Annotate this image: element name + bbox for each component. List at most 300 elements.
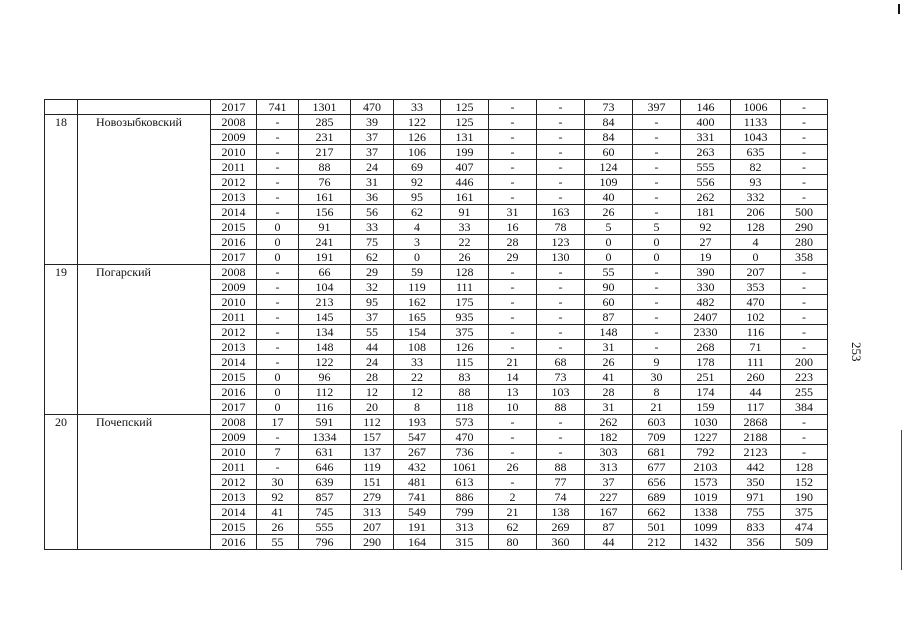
value-cell: 358 [781, 250, 828, 265]
value-cell: - [781, 130, 828, 145]
value-cell: 21 [489, 505, 537, 520]
value-cell: 90 [585, 280, 633, 295]
value-cell: - [537, 280, 585, 295]
value-cell: 66 [299, 265, 351, 280]
value-cell: 656 [633, 475, 681, 490]
district-name-cell: Погарский [78, 265, 211, 415]
value-cell: 161 [299, 190, 351, 205]
value-cell: 128 [731, 220, 781, 235]
value-cell: 122 [394, 115, 441, 130]
value-cell: 31 [351, 175, 394, 190]
value-cell: 0 [731, 250, 781, 265]
value-cell: - [489, 145, 537, 160]
value-cell: - [781, 415, 828, 430]
value-cell: 1019 [681, 490, 731, 505]
year-cell: 2008 [211, 415, 257, 430]
value-cell: 26 [489, 460, 537, 475]
value-cell: - [537, 160, 585, 175]
value-cell: - [257, 190, 299, 205]
value-cell: 390 [681, 265, 731, 280]
value-cell: 131 [441, 130, 489, 145]
value-cell: 500 [781, 205, 828, 220]
value-cell: 71 [731, 340, 781, 355]
value-cell: 631 [299, 445, 351, 460]
value-cell: 31 [489, 205, 537, 220]
value-cell: - [489, 130, 537, 145]
value-cell: - [781, 340, 828, 355]
value-cell: 10 [489, 400, 537, 415]
value-cell: - [537, 415, 585, 430]
value-cell: 255 [781, 385, 828, 400]
value-cell: 792 [681, 445, 731, 460]
value-cell: 31 [585, 400, 633, 415]
year-cell: 2011 [211, 310, 257, 325]
value-cell: 83 [441, 370, 489, 385]
value-cell: 12 [351, 385, 394, 400]
value-cell: 76 [299, 175, 351, 190]
value-cell: 157 [351, 430, 394, 445]
value-cell: - [537, 190, 585, 205]
table-row [45, 100, 828, 115]
value-cell: 20 [351, 400, 394, 415]
table-body [45, 100, 828, 550]
value-cell: 2123 [731, 445, 781, 460]
value-cell: 0 [257, 385, 299, 400]
year-cell: 2014 [211, 205, 257, 220]
value-cell: 2868 [731, 415, 781, 430]
value-cell: - [781, 145, 828, 160]
value-cell: 74 [537, 490, 585, 505]
value-cell: 384 [781, 400, 828, 415]
value-cell: 290 [351, 535, 394, 550]
value-cell: 75 [351, 235, 394, 250]
value-cell: 0 [585, 250, 633, 265]
row-number-cell [45, 100, 78, 115]
value-cell: 102 [731, 310, 781, 325]
value-cell: 60 [585, 145, 633, 160]
value-cell: 37 [585, 475, 633, 490]
value-cell: - [257, 430, 299, 445]
value-cell: 2188 [731, 430, 781, 445]
year-cell: 2014 [211, 355, 257, 370]
value-cell: 22 [441, 235, 489, 250]
table-row [45, 115, 828, 130]
value-cell: 646 [299, 460, 351, 475]
value-cell: 17 [257, 415, 299, 430]
district-name-cell: Новозыбковский [78, 115, 211, 265]
value-cell: 1301 [299, 100, 351, 115]
value-cell: - [489, 280, 537, 295]
value-cell: 1061 [441, 460, 489, 475]
row-number-cell: 18 [45, 115, 78, 265]
value-cell: 62 [351, 250, 394, 265]
value-cell: 231 [299, 130, 351, 145]
value-cell: 84 [585, 115, 633, 130]
value-cell: 112 [299, 385, 351, 400]
value-cell: - [537, 265, 585, 280]
value-cell: - [633, 310, 681, 325]
value-cell: - [489, 340, 537, 355]
value-cell: 62 [394, 205, 441, 220]
value-cell: 501 [633, 520, 681, 535]
value-cell: 162 [394, 295, 441, 310]
value-cell: 14 [489, 370, 537, 385]
value-cell: 1338 [681, 505, 731, 520]
value-cell: - [489, 175, 537, 190]
value-cell: 1227 [681, 430, 731, 445]
value-cell: 26 [585, 205, 633, 220]
value-cell: 111 [731, 355, 781, 370]
value-cell: 207 [351, 520, 394, 535]
value-cell: - [489, 295, 537, 310]
value-cell: 755 [731, 505, 781, 520]
value-cell: 4 [394, 220, 441, 235]
value-cell: 92 [257, 490, 299, 505]
value-cell: 62 [489, 520, 537, 535]
value-cell: - [537, 445, 585, 460]
value-cell: 167 [585, 505, 633, 520]
value-cell: 5 [585, 220, 633, 235]
value-cell: 285 [299, 115, 351, 130]
value-cell: - [633, 340, 681, 355]
value-cell: 55 [257, 535, 299, 550]
value-cell: 470 [441, 430, 489, 445]
value-cell: 313 [351, 505, 394, 520]
value-cell: 60 [585, 295, 633, 310]
value-cell: 313 [585, 460, 633, 475]
value-cell: 103 [537, 385, 585, 400]
year-cell: 2009 [211, 130, 257, 145]
value-cell: - [537, 115, 585, 130]
value-cell: 117 [731, 400, 781, 415]
year-cell: 2011 [211, 160, 257, 175]
value-cell: 375 [781, 505, 828, 520]
value-cell: 119 [351, 460, 394, 475]
value-cell: - [489, 430, 537, 445]
value-cell: 303 [585, 445, 633, 460]
value-cell: 137 [351, 445, 394, 460]
value-cell: 116 [299, 400, 351, 415]
value-cell: - [633, 205, 681, 220]
year-cell: 2011 [211, 460, 257, 475]
district-name-cell: Почепский [78, 415, 211, 550]
value-cell: 95 [394, 190, 441, 205]
row-number-cell: 19 [45, 265, 78, 415]
value-cell: 313 [441, 520, 489, 535]
value-cell: 331 [681, 130, 731, 145]
value-cell: 27 [681, 235, 731, 250]
value-cell: - [781, 175, 828, 190]
value-cell: - [257, 130, 299, 145]
value-cell: 77 [537, 475, 585, 490]
value-cell: 92 [394, 175, 441, 190]
value-cell: - [489, 445, 537, 460]
value-cell: 191 [299, 250, 351, 265]
year-cell: 2016 [211, 385, 257, 400]
value-cell: 41 [585, 370, 633, 385]
value-cell: 709 [633, 430, 681, 445]
value-cell: - [781, 280, 828, 295]
value-cell: 111 [441, 280, 489, 295]
value-cell: 41 [257, 505, 299, 520]
value-cell: 549 [394, 505, 441, 520]
value-cell: 591 [299, 415, 351, 430]
value-cell: 124 [585, 160, 633, 175]
value-cell: 0 [257, 220, 299, 235]
value-cell: 481 [394, 475, 441, 490]
value-cell: 28 [351, 370, 394, 385]
value-cell: 681 [633, 445, 681, 460]
value-cell: 30 [633, 370, 681, 385]
value-cell: 375 [441, 325, 489, 340]
value-cell: - [257, 145, 299, 160]
value-cell: 37 [351, 145, 394, 160]
value-cell: 2103 [681, 460, 731, 475]
value-cell: - [537, 325, 585, 340]
value-cell: 2330 [681, 325, 731, 340]
value-cell: 573 [441, 415, 489, 430]
value-cell: 207 [731, 265, 781, 280]
value-cell: - [257, 295, 299, 310]
value-cell: 106 [394, 145, 441, 160]
value-cell: 33 [394, 355, 441, 370]
value-cell: 199 [441, 145, 489, 160]
value-cell: - [489, 265, 537, 280]
value-cell: - [257, 325, 299, 340]
value-cell: 125 [441, 115, 489, 130]
year-cell: 2010 [211, 145, 257, 160]
value-cell: - [257, 115, 299, 130]
value-cell: 30 [257, 475, 299, 490]
value-cell: 56 [351, 205, 394, 220]
value-cell: 125 [441, 100, 489, 115]
value-cell: 556 [681, 175, 731, 190]
value-cell: 40 [585, 190, 633, 205]
value-cell: 159 [681, 400, 731, 415]
value-cell: 115 [441, 355, 489, 370]
value-cell: 353 [731, 280, 781, 295]
year-cell: 2008 [211, 265, 257, 280]
value-cell: 24 [351, 160, 394, 175]
value-cell: - [537, 430, 585, 445]
year-cell: 2015 [211, 520, 257, 535]
value-cell: 736 [441, 445, 489, 460]
year-cell: 2017 [211, 400, 257, 415]
value-cell: 1006 [731, 100, 781, 115]
value-cell: 213 [299, 295, 351, 310]
value-cell: - [489, 160, 537, 175]
value-cell: 332 [731, 190, 781, 205]
value-cell: 36 [351, 190, 394, 205]
value-cell: 93 [731, 175, 781, 190]
value-cell: 833 [731, 520, 781, 535]
value-cell: 146 [681, 100, 731, 115]
value-cell: - [257, 265, 299, 280]
value-cell: 262 [681, 190, 731, 205]
value-cell: 88 [299, 160, 351, 175]
value-cell: 268 [681, 340, 731, 355]
value-cell: 123 [537, 235, 585, 250]
scan-edge-mark [898, 4, 900, 14]
value-cell: 109 [585, 175, 633, 190]
value-cell: 397 [633, 100, 681, 115]
value-cell: 745 [299, 505, 351, 520]
value-cell: 154 [394, 325, 441, 340]
value-cell: 0 [394, 250, 441, 265]
value-cell: 796 [299, 535, 351, 550]
district-statistics-table [44, 99, 828, 550]
value-cell: 12 [394, 385, 441, 400]
value-cell: - [489, 325, 537, 340]
year-cell: 2012 [211, 175, 257, 190]
year-cell: 2009 [211, 280, 257, 295]
value-cell: 73 [585, 100, 633, 115]
value-cell: 13 [489, 385, 537, 400]
value-cell: 156 [299, 205, 351, 220]
value-cell: 95 [351, 295, 394, 310]
value-cell: - [781, 445, 828, 460]
value-cell: 37 [351, 130, 394, 145]
table-row [45, 265, 828, 280]
value-cell: 262 [585, 415, 633, 430]
value-cell: - [633, 190, 681, 205]
value-cell: 212 [633, 535, 681, 550]
value-cell: 26 [441, 250, 489, 265]
value-cell: 31 [585, 340, 633, 355]
value-cell: 22 [394, 370, 441, 385]
row-number-cell: 20 [45, 415, 78, 550]
value-cell: 152 [781, 475, 828, 490]
value-cell: 175 [441, 295, 489, 310]
value-cell: 21 [633, 400, 681, 415]
year-cell: 2012 [211, 475, 257, 490]
value-cell: - [489, 310, 537, 325]
value-cell: - [781, 100, 828, 115]
value-cell: 134 [299, 325, 351, 340]
value-cell: 88 [537, 460, 585, 475]
value-cell: 82 [731, 160, 781, 175]
year-cell: 2010 [211, 295, 257, 310]
value-cell: - [633, 325, 681, 340]
value-cell: 267 [394, 445, 441, 460]
value-cell: 280 [781, 235, 828, 250]
value-cell: 241 [299, 235, 351, 250]
value-cell: 4 [731, 235, 781, 250]
value-cell: 84 [585, 130, 633, 145]
value-cell: - [489, 475, 537, 490]
value-cell: - [537, 145, 585, 160]
scan-edge-line [901, 430, 902, 570]
value-cell: 88 [441, 385, 489, 400]
value-cell: 59 [394, 265, 441, 280]
value-cell: 3 [394, 235, 441, 250]
value-cell: 87 [585, 520, 633, 535]
value-cell: - [781, 295, 828, 310]
value-cell: 104 [299, 280, 351, 295]
value-cell: - [257, 355, 299, 370]
value-cell: 163 [537, 205, 585, 220]
value-cell: 689 [633, 490, 681, 505]
value-cell: 44 [351, 340, 394, 355]
value-cell: - [489, 115, 537, 130]
year-cell: 2010 [211, 445, 257, 460]
value-cell: 290 [781, 220, 828, 235]
value-cell: 263 [681, 145, 731, 160]
value-cell: 223 [781, 370, 828, 385]
value-cell: 151 [351, 475, 394, 490]
value-cell: 400 [681, 115, 731, 130]
year-cell: 2013 [211, 490, 257, 505]
value-cell: 21 [489, 355, 537, 370]
value-cell: 1334 [299, 430, 351, 445]
page-number: 253 [849, 342, 864, 362]
value-cell: 33 [441, 220, 489, 235]
value-cell: 78 [537, 220, 585, 235]
value-cell: - [257, 205, 299, 220]
district-name-cell [78, 100, 211, 115]
value-cell: 1432 [681, 535, 731, 550]
value-cell: 446 [441, 175, 489, 190]
year-cell: 2013 [211, 340, 257, 355]
value-cell: 164 [394, 535, 441, 550]
value-cell: 8 [633, 385, 681, 400]
value-cell: - [257, 175, 299, 190]
value-cell: 118 [441, 400, 489, 415]
value-cell: 44 [585, 535, 633, 550]
value-cell: - [537, 130, 585, 145]
value-cell: 639 [299, 475, 351, 490]
value-cell: 191 [394, 520, 441, 535]
value-cell: 122 [299, 355, 351, 370]
value-cell: 33 [351, 220, 394, 235]
value-cell: 32 [351, 280, 394, 295]
value-cell: 9 [633, 355, 681, 370]
value-cell: 126 [441, 340, 489, 355]
year-cell: 2016 [211, 535, 257, 550]
value-cell: 0 [633, 235, 681, 250]
value-cell: 69 [394, 160, 441, 175]
value-cell: 145 [299, 310, 351, 325]
value-cell: 0 [257, 250, 299, 265]
value-cell: 1133 [731, 115, 781, 130]
value-cell: 206 [731, 205, 781, 220]
value-cell: 356 [731, 535, 781, 550]
value-cell: 178 [681, 355, 731, 370]
value-cell: - [781, 265, 828, 280]
value-cell: 1043 [731, 130, 781, 145]
value-cell: 799 [441, 505, 489, 520]
value-cell: 470 [351, 100, 394, 115]
value-cell: 509 [781, 535, 828, 550]
value-cell: 407 [441, 160, 489, 175]
value-cell: 193 [394, 415, 441, 430]
value-cell: 279 [351, 490, 394, 505]
value-cell: - [633, 295, 681, 310]
value-cell: 96 [299, 370, 351, 385]
value-cell: 269 [537, 520, 585, 535]
value-cell: - [537, 295, 585, 310]
value-cell: 330 [681, 280, 731, 295]
value-cell: - [781, 430, 828, 445]
value-cell: 613 [441, 475, 489, 490]
value-cell: 1030 [681, 415, 731, 430]
value-cell: 112 [351, 415, 394, 430]
value-cell: - [257, 310, 299, 325]
value-cell: 87 [585, 310, 633, 325]
value-cell: 0 [585, 235, 633, 250]
value-cell: 26 [585, 355, 633, 370]
value-cell: 138 [537, 505, 585, 520]
